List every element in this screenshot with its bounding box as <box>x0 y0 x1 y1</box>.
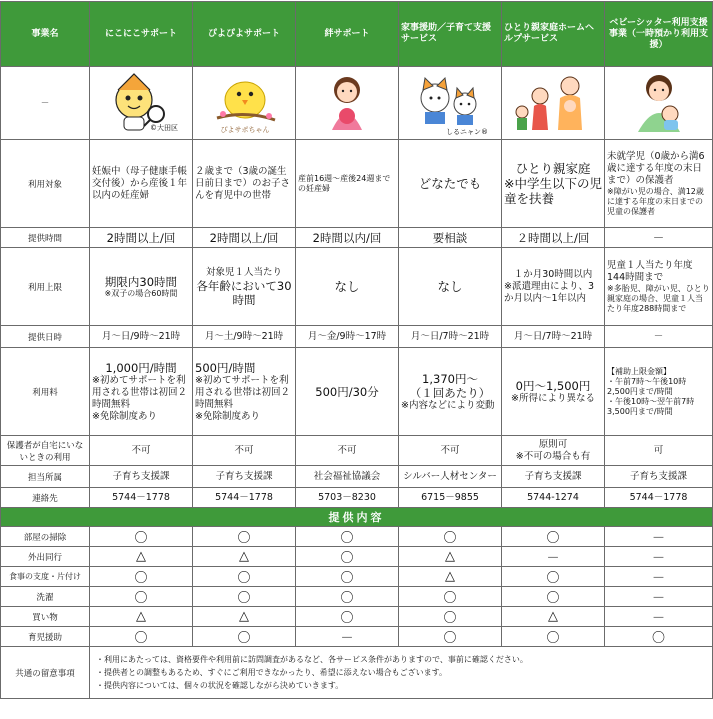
service-mark: － <box>605 567 713 587</box>
days-row <box>1 326 713 348</box>
contact-single-parent: 5744-1274 <box>502 488 605 508</box>
service-mark: 〇 <box>296 607 399 627</box>
header-piyopiyo-support: ぴよぴよサポート <box>193 2 296 67</box>
service-mark: △ <box>193 607 296 627</box>
header-babysitter-support: ベビーシッター利用支援事業（一時預かり利用支援） <box>605 2 713 67</box>
service-mark: 〇 <box>90 627 193 647</box>
service-mark: 〇 <box>90 527 193 547</box>
service-row-laundry <box>1 587 713 607</box>
contact-kizuna: 5703－8230 <box>296 488 399 508</box>
fee-nikoniko-main: 1,000円/時間 <box>105 360 177 375</box>
service-row-meals <box>1 567 713 587</box>
piyopiyo-mascot-image <box>193 67 296 140</box>
fee-piyopiyo-note2: ※免除制度あり <box>195 410 260 422</box>
notes-label: 共通の留意事項 <box>1 647 90 699</box>
target-piyopiyo: ２歳まで（3歳の誕生日前日まで）のお子さんを育児中の世帯 <box>193 140 296 228</box>
fee-housework-note: ※内容などにより変動 <box>401 399 495 411</box>
contact-row <box>1 488 713 508</box>
service-row-outing <box>1 547 713 567</box>
fee-kizuna: 500円/30分 <box>296 348 399 436</box>
absent-row <box>1 436 713 466</box>
contact-label: 連絡先 <box>1 488 90 508</box>
header-housework-support: 家事援助／子育て支援サービス <box>399 2 502 67</box>
service-mark: 〇 <box>399 607 502 627</box>
target-single-parent-main: ひとり親家庭 <box>515 161 591 176</box>
header-kizuna-support: 絆サポート <box>296 2 399 67</box>
office-label: 担当所属 <box>1 466 90 488</box>
contact-piyopiyo: 5744－1778 <box>193 488 296 508</box>
contact-housework: 6715－9855 <box>399 488 502 508</box>
hours-nikoniko: 2時間以上/回 <box>90 228 193 248</box>
hours-single-parent: ２時間以上/回 <box>502 228 605 248</box>
limit-babysitter <box>605 248 713 326</box>
fee-babysitter-day: ・午前7時～午後10時 2,500円まで/時間 <box>607 376 687 396</box>
fee-nikoniko-note1: ※初めてサポートを利用される世帯は初回２時間無料 <box>92 374 188 410</box>
nikoniko-caption: ©大田区 <box>150 124 178 132</box>
limit-single-parent <box>502 248 605 326</box>
piyopiyo-caption: ぴよサポちゃん <box>220 126 270 134</box>
service-mark: 〇 <box>296 527 399 547</box>
service-mark: △ <box>399 547 502 567</box>
limit-nikoniko <box>90 248 193 326</box>
days-single-parent: 月～日/7時～21時 <box>502 326 605 348</box>
service-mark: 〇 <box>193 527 296 547</box>
limit-nikoniko-main: 期限内30時間 <box>104 274 178 289</box>
shirunyan-caption: しるニャン® <box>446 128 488 136</box>
target-single-parent-note: ※中学生以下の児童を扶養 <box>504 176 602 206</box>
absent-babysitter: 可 <box>605 436 713 466</box>
babysitter-image <box>605 67 713 140</box>
service-mark: △ <box>90 547 193 567</box>
service-label-cleaning: 部屋の掃除 <box>1 527 90 547</box>
header-single-parent-helper: ひとり親家庭ホームヘルプサービス <box>502 2 605 67</box>
service-label-shopping: 買い物 <box>1 607 90 627</box>
fee-piyopiyo <box>193 348 296 436</box>
office-single-parent: 子育ち支援課 <box>502 466 605 488</box>
target-babysitter-main: 未就学児（0歳から満6歳に達する年度の末日まで）の保護者 <box>607 150 705 186</box>
shirunyan-cats-image <box>399 67 502 140</box>
service-mark: － <box>296 627 399 647</box>
service-mark: 〇 <box>605 627 713 647</box>
service-mark: 〇 <box>296 567 399 587</box>
service-row-childcare <box>1 627 713 647</box>
limit-babysitter-main: 児童１人当たり年度144時間まで <box>607 259 693 283</box>
service-mark: 〇 <box>193 627 296 647</box>
absent-nikoniko: 不可 <box>90 436 193 466</box>
hours-row <box>1 228 713 248</box>
service-mark: 〇 <box>399 627 502 647</box>
service-mark: 〇 <box>296 547 399 567</box>
absent-single-parent <box>502 436 605 466</box>
target-label: 利用対象 <box>1 140 90 228</box>
target-nikoniko: 妊娠中（母子健康手帳交付後）から産後１年以内の妊産婦 <box>90 140 193 228</box>
days-label: 提供日時 <box>1 326 90 348</box>
service-mark: △ <box>502 607 605 627</box>
fee-housework <box>399 348 502 436</box>
service-mark: △ <box>399 567 502 587</box>
notes-line: ・利用にあたっては、資格要件や利用前に訪問調査があるなど、各サービス条件がありますので、事前に確認ください。 <box>96 655 528 664</box>
single-parent-family-image <box>502 67 605 140</box>
service-section-header <box>1 508 713 527</box>
service-label-outing: 外出同行 <box>1 547 90 567</box>
target-babysitter <box>605 140 713 228</box>
service-mark: － <box>502 547 605 567</box>
days-nikoniko: 月～日/9時～21時 <box>90 326 193 348</box>
notes-content <box>90 647 713 699</box>
limit-single-parent-note: ※派遣理由により、3か月以内～1年以内 <box>504 280 595 304</box>
service-mark: － <box>605 607 713 627</box>
contact-babysitter: 5744－1778 <box>605 488 713 508</box>
absent-single-parent-note: ※不可の場合も有 <box>515 450 591 462</box>
office-kizuna: 社会福祉協議会 <box>296 466 399 488</box>
nikoniko-mascot-image <box>90 67 193 140</box>
service-label-childcare: 育児援助 <box>1 627 90 647</box>
office-row <box>1 466 713 488</box>
service-mark: △ <box>193 547 296 567</box>
service-mark: 〇 <box>193 587 296 607</box>
hours-kizuna: 2時間以内/回 <box>296 228 399 248</box>
fee-piyopiyo-main: 500円/時間 <box>195 360 256 375</box>
kizuna-mother-image <box>296 67 399 140</box>
days-kizuna: 月～金/9時～17時 <box>296 326 399 348</box>
illustration-row <box>1 67 713 140</box>
notes-line: ・提供内容については、個々の状況を確認しながら決めていきます。 <box>96 681 344 690</box>
hours-piyopiyo: 2時間以上/回 <box>193 228 296 248</box>
fee-babysitter-night: ・午後10時～翌午前7時 3,500円まで/時間 <box>607 396 695 416</box>
service-mark: 〇 <box>90 587 193 607</box>
header-row <box>1 2 713 67</box>
target-kizuna: 産前16週～産後24週までの妊産婦 <box>296 140 399 228</box>
days-babysitter: － <box>605 326 713 348</box>
limit-housework: なし <box>399 248 502 326</box>
service-mark: － <box>605 587 713 607</box>
contact-nikoniko: 5744－1778 <box>90 488 193 508</box>
fee-row <box>1 348 713 436</box>
service-row-shopping <box>1 607 713 627</box>
fee-single-parent-main: 0円～1,500円 <box>515 378 591 393</box>
fee-piyopiyo-note1: ※初めてサポートを利用される世帯は初回２時間無料 <box>195 374 291 410</box>
limit-label: 利用上限 <box>1 248 90 326</box>
fee-housework-sub: （１回あたり） <box>409 385 491 400</box>
target-single-parent <box>502 140 605 228</box>
limit-row <box>1 248 713 326</box>
office-nikoniko: 子育ち支援課 <box>90 466 193 488</box>
service-mark: 〇 <box>502 567 605 587</box>
target-housework: どなたでも <box>399 140 502 228</box>
limit-piyopiyo-main: 各年齢において30時間 <box>196 278 292 307</box>
limit-single-parent-main: １か月30時間以内 <box>513 268 593 280</box>
service-row-cleaning <box>1 527 713 547</box>
fee-label: 利用料 <box>1 348 90 436</box>
service-mark: 〇 <box>399 527 502 547</box>
service-mark: － <box>605 547 713 567</box>
limit-piyopiyo <box>193 248 296 326</box>
service-mark: 〇 <box>399 587 502 607</box>
service-mark: － <box>605 527 713 547</box>
service-comparison-table <box>0 1 713 699</box>
absent-label: 保護者が自宅にいないときの利用 <box>1 436 90 466</box>
illustration-row-label: － <box>1 67 90 140</box>
service-label-meals: 食事の支度・片付け <box>1 567 90 587</box>
header-program-name: 事業名 <box>1 2 90 67</box>
absent-kizuna: 不可 <box>296 436 399 466</box>
fee-babysitter-title: 【補助上限金額】 <box>607 366 671 376</box>
fee-nikoniko <box>90 348 193 436</box>
hours-label: 提供時間 <box>1 228 90 248</box>
hours-babysitter: － <box>605 228 713 248</box>
notes-row <box>1 647 713 699</box>
target-row <box>1 140 713 228</box>
notes-line: ・提供者との調整もあるため、すぐにご利用できなかったり、希望に添えない場合もございます。 <box>96 668 448 677</box>
service-mark: 〇 <box>502 527 605 547</box>
office-babysitter: 子育ち支援課 <box>605 466 713 488</box>
fee-babysitter <box>605 348 713 436</box>
absent-housework: 不可 <box>399 436 502 466</box>
service-mark: 〇 <box>296 587 399 607</box>
limit-piyopiyo-sub: 対象児１人当たり <box>205 266 282 278</box>
target-babysitter-note: ※障がい児の場合、満12歳に達する年度の末日までの児童の保護者 <box>607 186 704 216</box>
service-label-laundry: 洗濯 <box>1 587 90 607</box>
absent-piyopiyo: 不可 <box>193 436 296 466</box>
fee-nikoniko-note2: ※免除制度あり <box>92 410 157 422</box>
service-mark: 〇 <box>502 587 605 607</box>
absent-single-parent-main: 原則可 <box>538 438 568 450</box>
service-mark: 〇 <box>502 627 605 647</box>
service-mark: 〇 <box>193 567 296 587</box>
days-piyopiyo: 月～土/9時～21時 <box>193 326 296 348</box>
fee-single-parent <box>502 348 605 436</box>
fee-housework-main: 1,370円～ <box>422 371 478 386</box>
service-mark: 〇 <box>90 567 193 587</box>
limit-babysitter-note: ※多胎児、障がい児、ひとり親家庭の場合、児童１人当たり年度288時間まで <box>607 283 710 313</box>
limit-nikoniko-note: ※双子の場合60時間 <box>104 288 178 298</box>
header-nikoniko-support: にこにこサポート <box>90 2 193 67</box>
limit-kizuna: なし <box>296 248 399 326</box>
days-housework: 月～日/7時～21時 <box>399 326 502 348</box>
service-mark: △ <box>90 607 193 627</box>
office-piyopiyo: 子育ち支援課 <box>193 466 296 488</box>
hours-housework: 要相談 <box>399 228 502 248</box>
fee-single-parent-note: ※所得により異なる <box>511 392 595 404</box>
office-housework: シルバー人材センター <box>399 466 502 488</box>
service-section-title: 提供内容 <box>1 508 713 527</box>
